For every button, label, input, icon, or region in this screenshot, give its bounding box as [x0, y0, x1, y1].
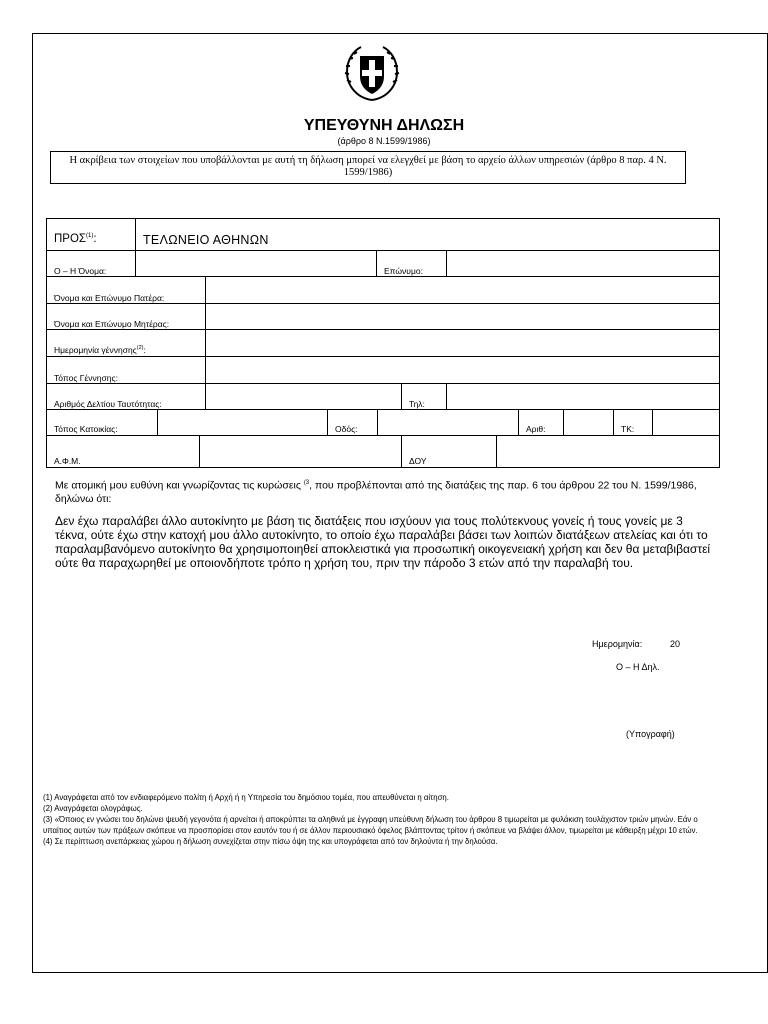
to-field[interactable]: ΤΕΛΩΝΕΙΟ ΑΘΗΝΩΝ — [143, 233, 269, 247]
name-field[interactable] — [136, 251, 376, 276]
mother-name-label: Όνομα και Επώνυμο Μητέρας: — [54, 319, 170, 329]
statement-intro: Με ατομική μου ευθύνη και γνωρίζοντας τις κυρώσεις $^{(3}$, που προβλέπονται από της διατάξεις της παρ. 6 του άρθρου 22 του Ν. 1599/1986, δηλώνω ότι: — [55, 479, 697, 505]
surname-field[interactable] — [447, 251, 719, 276]
street-field[interactable] — [378, 410, 518, 435]
postcode-field[interactable] — [653, 410, 719, 435]
greek-coat-of-arms-emblem — [341, 42, 403, 104]
accuracy-note-box: Η ακρίβεια των στοιχείων που υποβάλλονται με αυτή τη δήλωση μπορεί να ελεγχθεί με βάση το αρχείο άλλων υπηρεσιών (άρθρο 8 παρ. 4 Ν. 1599/1986) — [50, 151, 686, 184]
row-mother — [47, 304, 719, 330]
declarant-label: Ο – Η Δηλ. — [616, 662, 660, 672]
footnote-4: (4) Σε περίπτωση ανεπάρκειας χώρου η δήλωση συνεχίζεται στην πίσω όψη της και υπογράφεται από τον δηλούντα ή την δηλούσα. — [43, 837, 498, 846]
postcode-label: ΤΚ: — [621, 424, 635, 434]
phone-field[interactable] — [447, 384, 719, 409]
phone-label: Τηλ: — [409, 399, 425, 409]
birthdate-field[interactable] — [206, 330, 719, 356]
street-number-field[interactable] — [564, 410, 613, 435]
mother-name-field[interactable] — [206, 304, 719, 329]
footnotes — [43, 792, 723, 847]
street-number-label: Αριθ: — [526, 424, 546, 434]
row-residence — [47, 410, 719, 436]
father-name-label: Όνομα και Επώνυμο Πατέρα: — [54, 293, 165, 303]
document-title: ΥΠΕΥΘΥΝΗ ΔΗΛΩΣΗ — [303, 117, 465, 134]
name-label: Ο – Η Όνομα: — [54, 266, 107, 276]
row-father — [47, 277, 719, 304]
signature-label: (Υπογραφή) — [626, 729, 675, 739]
surname-label: Επώνυμο: — [384, 266, 423, 276]
row-afm-doy — [47, 436, 719, 468]
date-year-prefix: 20 — [670, 639, 681, 649]
afm-field[interactable] — [200, 436, 401, 467]
document-subtitle: (άρθρο 8 Ν.1599/1986) — [337, 136, 431, 146]
footnote-3: (3) «Όποιος εν γνώσει του δηλώνει ψευδή γεγονότα ή αρνείται ή αποκρύπτει τα αληθινά με έγγραφη υπεύθυνη δήλωση του άρθρου 8 τιμωρείται με φυλάκιση τουλάχιστον τριών μηνών. Εάν ο υπαίτιος αυτών των πράξεων σκόπευε να προσπορίσει στον εαυτόν του ή σε άλλον περιουσιακό όφελος βλάπτοντας τρίτον ή σκόπευε να βλάψει άλλον, τιμωρείται με κάθειρξη μέχρι 10 ετών. — [43, 815, 698, 835]
row-to — [47, 219, 719, 251]
birthplace-label: Τόπος Γέννησης: — [54, 373, 118, 383]
footnote-1: (1) Αναγράφεται από τον ενδιαφερόμενο πολίτη ή Αρχή ή η Υπηρεσία του δημόσιου τομέα, που απευθύνεται η αίτηση. — [43, 793, 449, 802]
afm-label: Α.Φ.Μ. — [54, 456, 81, 466]
father-name-field[interactable] — [206, 277, 719, 303]
to-label: ΠΡΟΣ$^{(1)}$: — [54, 233, 97, 245]
birthplace-field[interactable] — [206, 357, 719, 383]
date-label: Ημερομηνία: — [592, 639, 643, 649]
doy-label: ΔΟΥ — [409, 456, 427, 466]
declaration-text: Δεν έχω παραλάβει άλλο αυτοκίνητο με βάση τις διατάξεις που ισχύουν για τους πολύτεκνους γονείς ή τους γονείς με 3 τέκνα, ούτε έχω στην κατοχή μου άλλο αυτοκίνητο, το οποίο έχω παραλάβει βάσει των λοιπών διατάξεων ατελείας και ότι το παραλαμβανόμενο αυτοκίνητο θα χρησιμοποιηθεί αποκλειστικά για προσωπική οικογενειακή χρήση και δεν θα μεταβιβαστεί ούτε θα παραχωρηθεί με οποιονδήποτε τρόπο η χρήση του, πριν την πάροδο 3 ετών από την παραλαβή του. — [55, 514, 711, 570]
row-birthdate — [47, 330, 719, 357]
declarant-details-table — [46, 218, 720, 468]
birthdate-label: Ημερομηνία γέννησης$^{(2)}$: — [54, 345, 146, 355]
row-id-phone — [47, 384, 719, 410]
row-name — [47, 251, 719, 277]
street-label: Οδός: — [335, 424, 358, 434]
id-number-label: Αριθμός Δελτίου Ταυτότητας: — [54, 399, 162, 409]
footnote-2: (2) Αναγράφεται ολογράφως. — [43, 804, 143, 813]
residence-label: Τόπος Κατοικίας: — [54, 424, 118, 434]
doy-field[interactable] — [497, 436, 719, 467]
id-number-field[interactable] — [206, 384, 401, 409]
residence-field[interactable] — [158, 410, 327, 435]
row-birthplace — [47, 357, 719, 384]
